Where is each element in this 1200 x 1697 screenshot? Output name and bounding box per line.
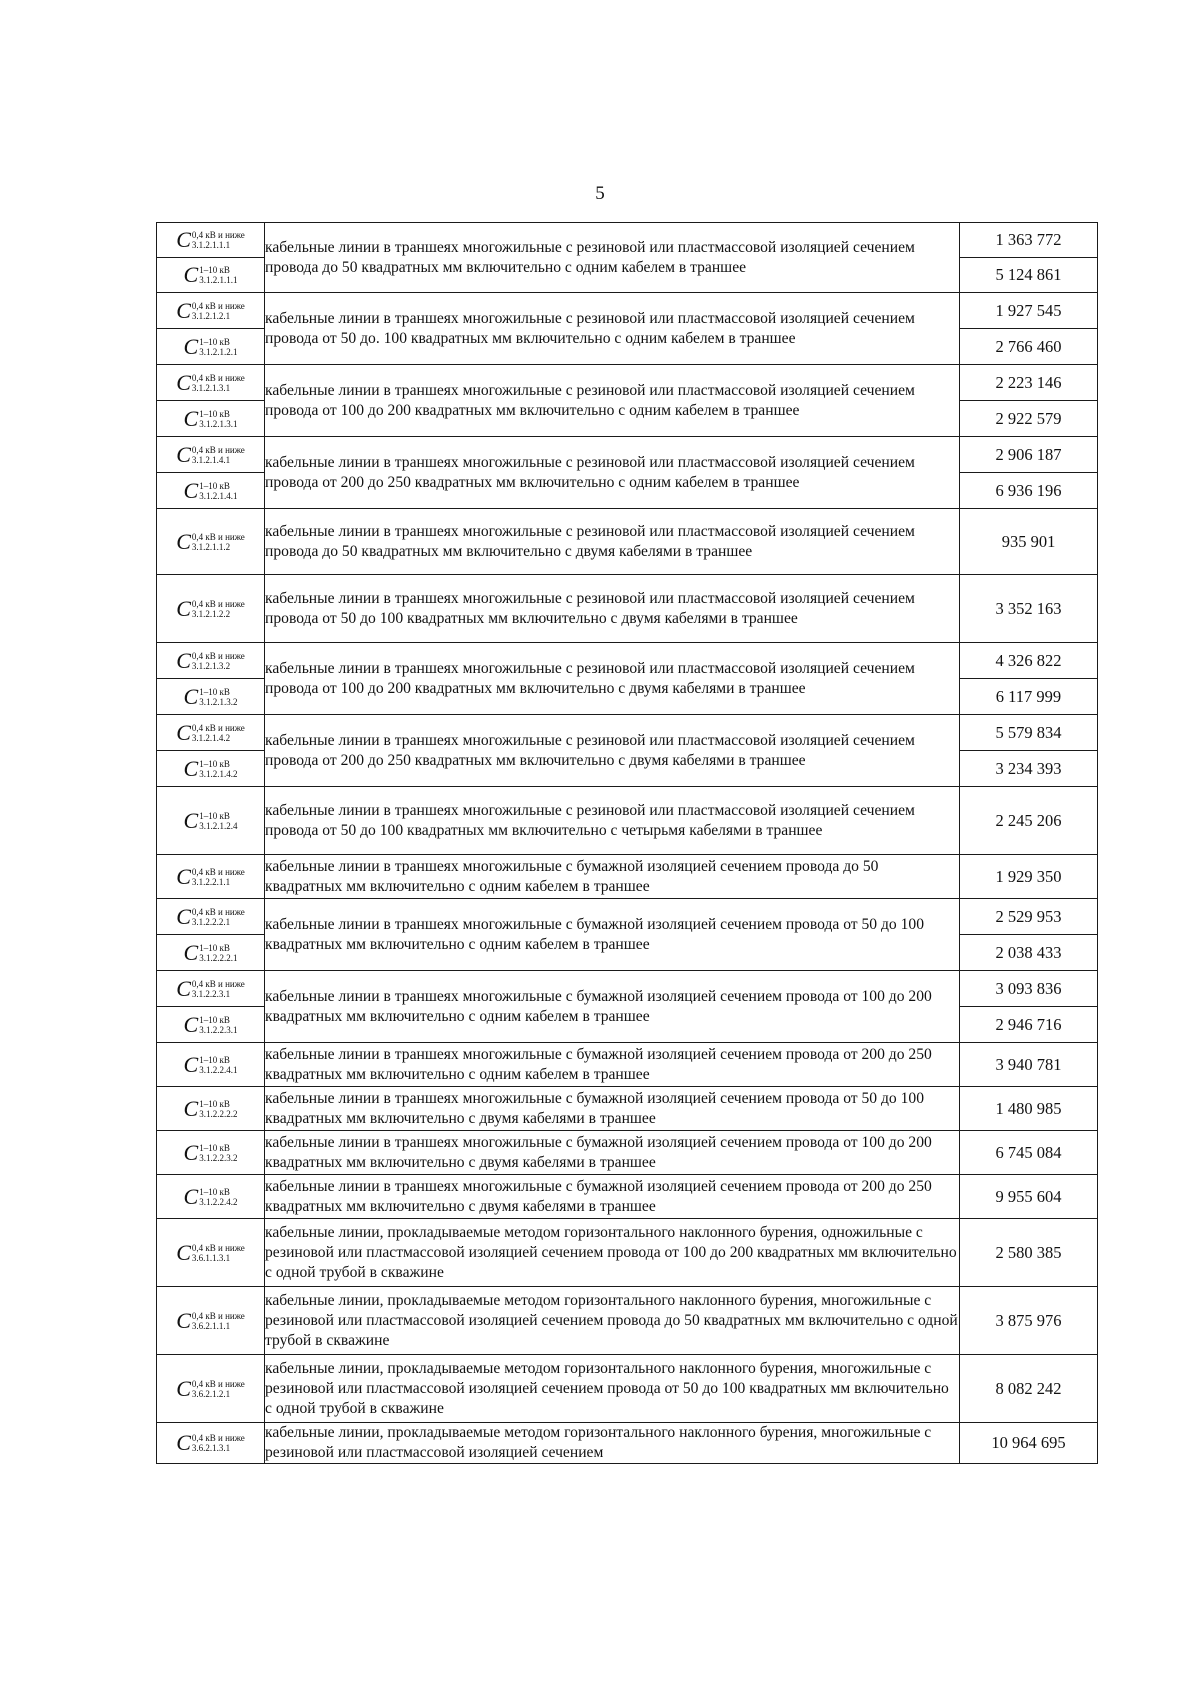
voltage-class: 1–10 кВ <box>199 1054 230 1065</box>
rate-description: кабельные линии в траншеях многожильные с бумажной изоляцией сечением провода от 200 до 250 квадратных мм включительно с двумя кабелями в траншее <box>265 1175 960 1219</box>
rate-index <box>192 599 245 619</box>
rate-index <box>199 1187 237 1207</box>
rate-number: 3.1.2.1.4.2 <box>199 768 238 779</box>
table-row <box>157 899 1098 935</box>
rate-symbol: C <box>176 1375 191 1401</box>
rate-symbol: C <box>176 528 191 554</box>
rate-code <box>157 1219 265 1287</box>
rate-index <box>199 265 237 285</box>
rate-symbol: C <box>183 1183 199 1209</box>
rate-symbol: C <box>176 227 191 252</box>
rate-symbol: C <box>183 262 199 287</box>
voltage-class: 0,4 кВ и ниже <box>191 866 245 877</box>
rate-index <box>192 979 245 999</box>
rate-symbol: C <box>183 1095 199 1121</box>
rate-description: кабельные линии в траншеях многожильные с бумажной изоляцией сечением провода от 50 до 100 квадратных мм включительно с одним кабелем в траншее <box>265 899 960 971</box>
voltage-class: 0,4 кВ и ниже <box>191 722 245 733</box>
voltage-class: 0,4 кВ и ниже <box>191 531 245 542</box>
rate-number: 3.1.2.1.1.1 <box>199 275 238 285</box>
rate-symbol: C <box>183 1139 199 1165</box>
rate-code <box>157 855 265 899</box>
rate-index <box>192 532 245 552</box>
table-row <box>157 293 1098 329</box>
rate-description: кабельные линии в траншеях многожильные с бумажной изоляцией сечением провода от 100 до 200 квадратных мм включительно с одним кабелем в траншее <box>265 971 960 1043</box>
rate-value: 9 955 604 <box>960 1175 1098 1219</box>
rate-number: 3.1.2.1.2.1 <box>199 346 238 357</box>
table-row <box>157 1287 1098 1355</box>
rate-description: кабельные линии в траншеях многожильные с резиновой или пластмассовой изоляцией сечением провода от 200 до 250 квадратных мм включительно с двумя кабелями в траншее <box>265 715 960 787</box>
rate-description: кабельные линии в траншеях многожильные с резиновой или пластмассовой изоляцией сечением провода от 200 до 250 квадратных мм включительно с одним кабелем в траншее <box>265 437 960 509</box>
rate-value: 2 580 385 <box>960 1219 1098 1287</box>
rate-code <box>157 509 265 575</box>
rate-symbol: C <box>183 1051 199 1077</box>
rate-index <box>192 1243 245 1263</box>
table-row <box>157 437 1098 473</box>
rate-symbol: C <box>183 807 199 833</box>
rate-description: кабельные линии, прокладываемые методом горизонтального наклонного бурения, многожильные с резиновой или пластмассовой изоляцией сечением провода до 50 квадратных мм включительно с одной трубой в скважине <box>265 1287 960 1355</box>
rate-value: 2 245 206 <box>960 787 1098 855</box>
rate-symbol: C <box>183 405 199 431</box>
rate-number: 3.1.2.1.2.4 <box>199 820 238 831</box>
rates-table <box>156 222 1098 1464</box>
rate-value: 2 946 716 <box>960 1007 1098 1043</box>
table-row <box>157 971 1098 1007</box>
rate-number: 3.1.2.2.3.1 <box>191 988 231 999</box>
table-row <box>157 509 1098 575</box>
rate-code <box>157 899 265 935</box>
rate-description: кабельные линии, прокладываемые методом горизонтального наклонного бурения, одножильные с резиновой или пластмассовой изоляцией сечением провода от 100 до 200 квадратных мм включительно с одной трубой в скважине <box>265 1219 960 1287</box>
rate-code <box>157 679 265 715</box>
voltage-class: 1–10 кВ <box>199 408 230 419</box>
rate-number: 3.1.2.1.3.1 <box>191 382 231 393</box>
rate-number: 3.1.2.2.2.1 <box>199 952 238 963</box>
rate-code <box>157 329 265 365</box>
rate-index <box>199 1055 237 1075</box>
rate-symbol: C <box>176 719 191 745</box>
rate-number: 3.1.2.1.3.2 <box>191 660 231 671</box>
rate-value: 2 906 187 <box>960 437 1098 473</box>
voltage-class: 1–10 кВ <box>199 1142 230 1153</box>
voltage-class: 1–10 кВ <box>199 942 230 953</box>
voltage-class: 1–10 кВ <box>199 1014 230 1025</box>
rate-symbol: C <box>176 647 191 673</box>
rate-symbol: C <box>176 863 191 889</box>
voltage-class: 0,4 кВ и ниже <box>191 1378 245 1389</box>
rate-number: 3.1.2.1.2.1 <box>191 310 231 321</box>
rate-symbol: C <box>176 1239 191 1265</box>
rate-value: 2 766 460 <box>960 329 1098 365</box>
rate-value: 3 352 163 <box>960 575 1098 643</box>
rate-index <box>199 337 237 357</box>
rate-index <box>199 481 237 501</box>
rate-code <box>157 1423 265 1464</box>
rate-code <box>157 1131 265 1175</box>
rate-number: 3.1.2.2.3.1 <box>199 1024 238 1035</box>
rate-description: кабельные линии в траншеях многожильные с резиновой или пластмассовой изоляцией сечением провода от 50 до 100 квадратных мм включительно с четырьмя кабелями в траншее <box>265 787 960 855</box>
rate-value: 5 579 834 <box>960 715 1098 751</box>
rate-index <box>199 1099 237 1119</box>
rate-value: 4 326 822 <box>960 643 1098 679</box>
rate-index <box>192 907 245 927</box>
rate-number: 3.6.1.1.3.1 <box>191 1252 231 1263</box>
rate-number: 3.6.2.1.3.1 <box>191 1443 231 1453</box>
rate-description: кабельные линии в траншеях многожильные с бумажной изоляцией сечением провода до 50 квадратных мм включительно с одним кабелем в траншее <box>265 855 960 899</box>
voltage-class: 1–10 кВ <box>199 810 230 821</box>
table-row <box>157 365 1098 401</box>
rate-value: 2 922 579 <box>960 401 1098 437</box>
rate-number: 3.1.2.1.4.2 <box>191 732 231 743</box>
rate-number: 3.1.2.2.2.1 <box>191 916 231 927</box>
voltage-class: 0,4 кВ и ниже <box>191 598 245 609</box>
rate-description: кабельные линии, прокладываемые методом горизонтального наклонного бурения, многожильные с резиновой или пластмассовой изоляцией сечением <box>265 1423 960 1464</box>
rate-symbol: C <box>176 441 191 467</box>
rate-value: 1 929 350 <box>960 855 1098 899</box>
table-row <box>157 575 1098 643</box>
rate-symbol: C <box>176 1307 191 1333</box>
rate-code <box>157 1355 265 1423</box>
rate-code <box>157 258 265 293</box>
rate-code <box>157 715 265 751</box>
voltage-class: 0,4 кВ и ниже <box>191 978 245 989</box>
rate-value: 5 124 861 <box>960 258 1098 293</box>
rate-index <box>192 723 245 743</box>
rate-number: 3.1.2.2.3.2 <box>199 1152 238 1163</box>
rate-number: 3.1.2.1.1.2 <box>191 541 231 552</box>
rate-value: 6 745 084 <box>960 1131 1098 1175</box>
rate-description: кабельные линии в траншеях многожильные с резиновой или пластмассовой изоляцией сечением провода от 100 до 200 квадратных мм включительно с двумя кабелями в траншее <box>265 643 960 715</box>
page-number: 5 <box>595 183 605 204</box>
table-row <box>157 1043 1098 1087</box>
rate-code <box>157 293 265 329</box>
rate-number: 3.1.2.1.4.1 <box>199 490 238 501</box>
rate-index <box>199 943 237 963</box>
table-row <box>157 643 1098 679</box>
rate-code <box>157 1087 265 1131</box>
rate-index <box>192 651 245 671</box>
rate-index <box>199 759 237 779</box>
rate-index <box>199 811 237 831</box>
rate-index <box>192 1433 245 1453</box>
rate-description: кабельные линии в траншеях многожильные с бумажной изоляцией сечением провода от 50 до 100 квадратных мм включительно с двумя кабелями в траншее <box>265 1087 960 1131</box>
voltage-class: 1–10 кВ <box>199 480 230 491</box>
rate-number: 3.1.2.1.3.1 <box>199 418 238 429</box>
voltage-class: 0,4 кВ и ниже <box>191 444 245 455</box>
rate-number: 3.1.2.1.3.2 <box>199 696 238 707</box>
rate-value: 935 901 <box>960 509 1098 575</box>
rate-index <box>199 1015 237 1035</box>
rate-symbol: C <box>183 683 199 709</box>
table-row <box>157 1087 1098 1131</box>
rates-table-body <box>157 223 1098 1464</box>
rate-description: кабельные линии в траншеях многожильные с резиновой или пластмассовой изоляцией сечением провода до 50 квадратных мм включительно с одним кабелем в траншее <box>265 223 960 293</box>
rate-code <box>157 1043 265 1087</box>
voltage-class: 1–10 кВ <box>199 686 230 697</box>
rate-symbol: C <box>183 939 199 965</box>
rate-symbol: C <box>176 297 191 323</box>
rate-number: 3.6.2.1.2.1 <box>191 1388 231 1399</box>
rate-index <box>192 301 245 321</box>
table-row <box>157 787 1098 855</box>
rate-value: 2 529 953 <box>960 899 1098 935</box>
rate-index <box>192 230 245 250</box>
rate-number: 3.1.2.1.1.1 <box>191 240 231 250</box>
rate-value: 3 234 393 <box>960 751 1098 787</box>
rate-description: кабельные линии в траншеях многожильные с резиновой или пластмассовой изоляцией сечением провода от 100 до 200 квадратных мм включительно с одним кабелем в траншее <box>265 365 960 437</box>
rate-description: кабельные линии в траншеях многожильные с бумажной изоляцией сечением провода от 100 до 200 квадратных мм включительно с двумя кабелями в траншее <box>265 1131 960 1175</box>
table-row <box>157 223 1098 258</box>
voltage-class: 0,4 кВ и ниже <box>191 300 245 311</box>
voltage-class: 1–10 кВ <box>199 1098 230 1109</box>
rate-value: 3 093 836 <box>960 971 1098 1007</box>
voltage-class: 0,4 кВ и ниже <box>191 1310 245 1321</box>
rate-index <box>192 1311 245 1331</box>
table-row <box>157 1219 1098 1287</box>
table-row <box>157 1423 1098 1464</box>
rate-index <box>199 687 237 707</box>
table-row <box>157 1131 1098 1175</box>
rate-index <box>199 409 237 429</box>
rate-code <box>157 1175 265 1219</box>
table-row <box>157 1355 1098 1423</box>
voltage-class: 1–10 кВ <box>199 758 230 769</box>
rate-symbol: C <box>176 975 191 1001</box>
voltage-class: 1–10 кВ <box>199 336 230 347</box>
voltage-class: 0,4 кВ и ниже <box>191 650 245 661</box>
rate-code <box>157 643 265 679</box>
voltage-class: 1–10 кВ <box>199 1186 230 1197</box>
voltage-class: 0,4 кВ и ниже <box>191 906 245 917</box>
rate-number: 3.1.2.2.4.1 <box>199 1064 238 1075</box>
voltage-class: 0,4 кВ и ниже <box>191 372 245 383</box>
rate-value: 10 964 695 <box>960 1423 1098 1464</box>
rate-code <box>157 787 265 855</box>
rate-symbol: C <box>176 369 191 395</box>
rate-number: 3.1.2.2.4.2 <box>199 1196 238 1207</box>
rate-value: 2 038 433 <box>960 935 1098 971</box>
rate-value: 1 480 985 <box>960 1087 1098 1131</box>
rate-value: 1 927 545 <box>960 293 1098 329</box>
rate-code <box>157 1007 265 1043</box>
rate-code <box>157 971 265 1007</box>
rate-code <box>157 935 265 971</box>
rate-index <box>192 867 245 887</box>
rate-symbol: C <box>176 1430 191 1455</box>
rate-number: 3.1.2.1.4.1 <box>191 454 231 465</box>
rate-code <box>157 751 265 787</box>
rate-description: кабельные линии в траншеях многожильные с бумажной изоляцией сечением провода от 200 до 250 квадратных мм включительно с одним кабелем в траншее <box>265 1043 960 1087</box>
rate-value: 8 082 242 <box>960 1355 1098 1423</box>
rate-code <box>157 365 265 401</box>
rate-code <box>157 223 265 258</box>
rate-value: 3 875 976 <box>960 1287 1098 1355</box>
rate-value: 2 223 146 <box>960 365 1098 401</box>
rate-index <box>192 373 245 393</box>
voltage-class: 0,4 кВ и ниже <box>191 230 245 240</box>
rate-index <box>199 1143 237 1163</box>
rate-symbol: C <box>183 1011 199 1037</box>
table-row <box>157 855 1098 899</box>
voltage-class: 0,4 кВ и ниже <box>191 1433 245 1443</box>
rate-description: кабельные линии в траншеях многожильные с резиновой или пластмассовой изоляцией сечением провода от 50 до 100 квадратных мм включительно с двумя кабелями в траншее <box>265 575 960 643</box>
voltage-class: 1–10 кВ <box>199 265 230 275</box>
rate-index <box>192 1379 245 1399</box>
rate-description: кабельные линии в траншеях многожильные с резиновой или пластмассовой изоляцией сечением провода от 50 до. 100 квадратных мм включительно с одним кабелем в траншее <box>265 293 960 365</box>
table-row <box>157 715 1098 751</box>
rate-code <box>157 575 265 643</box>
rate-value: 6 117 999 <box>960 679 1098 715</box>
rate-number: 3.1.2.2.1.1 <box>191 876 231 887</box>
rate-value: 3 940 781 <box>960 1043 1098 1087</box>
rate-number: 3.1.2.1.2.2 <box>191 608 231 619</box>
rate-value: 1 363 772 <box>960 223 1098 258</box>
rate-number: 3.1.2.2.2.2 <box>199 1108 238 1119</box>
rate-index <box>192 445 245 465</box>
table-row <box>157 1175 1098 1219</box>
rate-symbol: C <box>183 333 199 359</box>
rate-code <box>157 1287 265 1355</box>
rate-value: 6 936 196 <box>960 473 1098 509</box>
rate-symbol: C <box>183 755 199 781</box>
rate-symbol: C <box>183 477 199 503</box>
rate-code <box>157 473 265 509</box>
rate-code <box>157 437 265 473</box>
rate-code <box>157 401 265 437</box>
rate-description: кабельные линии в траншеях многожильные с резиновой или пластмассовой изоляцией сечением провода до 50 квадратных мм включительно с двумя кабелями в траншее <box>265 509 960 575</box>
voltage-class: 0,4 кВ и ниже <box>191 1242 245 1253</box>
rate-symbol: C <box>176 595 191 621</box>
rate-number: 3.6.2.1.1.1 <box>191 1320 231 1331</box>
rate-symbol: C <box>176 903 191 929</box>
rate-description: кабельные линии, прокладываемые методом горизонтального наклонного бурения, многожильные с резиновой или пластмассовой изоляцией сечением провода от 50 до 100 квадратных мм включительно с одной трубой в скважине <box>265 1355 960 1423</box>
